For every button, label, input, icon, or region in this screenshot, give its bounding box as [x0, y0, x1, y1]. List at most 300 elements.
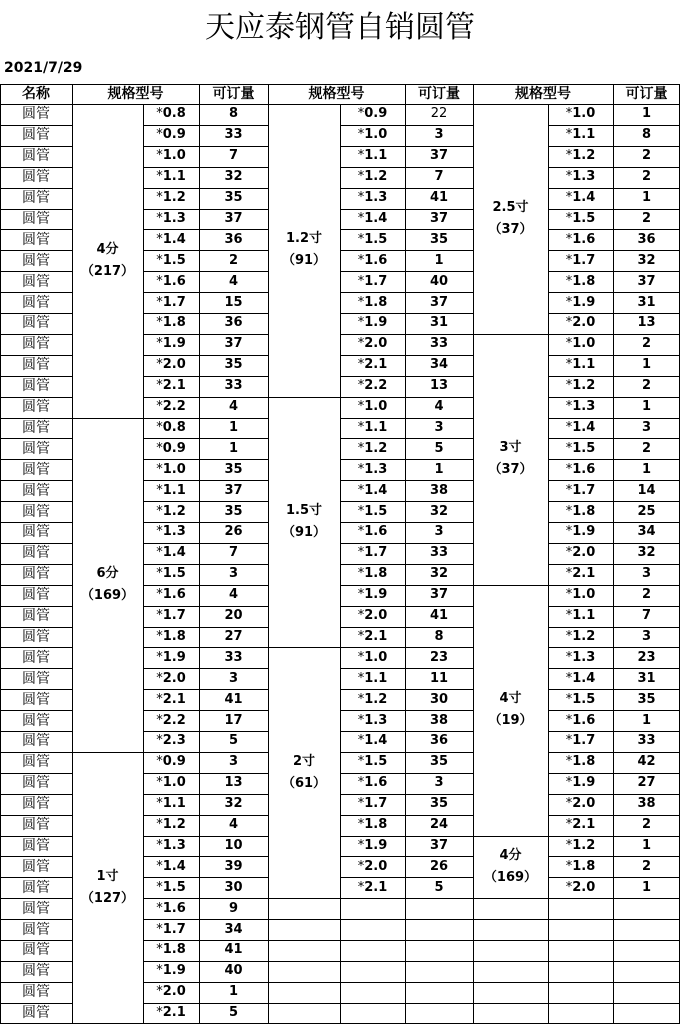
spec-value: * 1.8 [357, 817, 388, 833]
spec-value: * 1.3 [565, 169, 596, 185]
spec-value: * 1.6 [357, 775, 388, 791]
qty-value: 5 [228, 1005, 239, 1021]
qty-value: 1 [641, 190, 652, 206]
spec-value: * 1.4 [357, 482, 388, 498]
spec-value: * 1.8 [565, 858, 596, 874]
spec-value: * 1.6 [565, 231, 596, 247]
group-label [473, 104, 548, 334]
qty-value: 41 [224, 691, 243, 707]
group-total: （61） [281, 775, 327, 791]
spec-value: * 1.0 [156, 148, 186, 164]
spec-value: * 1.1 [357, 670, 388, 686]
spec-value: * 1.3 [565, 399, 596, 415]
spec-value: * 1.9 [156, 336, 186, 352]
row-name: 圆管 [22, 879, 50, 896]
spec-value: * 1.1 [565, 357, 596, 373]
spec-value: * 1.3 [565, 649, 596, 665]
spec-value: * 1.6 [357, 252, 388, 268]
spec-value: * 1.9 [565, 294, 596, 310]
qty-value: 4 [228, 399, 239, 415]
spec-value: * 0.8 [156, 106, 186, 122]
qty-value: 3 [228, 670, 239, 686]
spec-value: * 1.7 [357, 796, 388, 812]
qty-value: 1 [641, 712, 652, 728]
group-size: 4分 [499, 847, 522, 863]
spec-value: * 2.1 [357, 357, 388, 373]
qty-value: 42 [637, 754, 656, 770]
row-name: 圆管 [22, 649, 50, 666]
row-name: 圆管 [22, 357, 50, 374]
spec-value: * 1.4 [357, 733, 388, 749]
qty-value: 38 [429, 482, 449, 498]
spec-value: * 2.3 [156, 733, 186, 749]
spec-value: * 1.1 [357, 148, 388, 164]
spec-value: * 1.8 [357, 294, 388, 310]
row-name: 圆管 [22, 461, 50, 478]
qty-value: 2 [641, 336, 652, 352]
qty-value: 33 [224, 378, 243, 394]
qty-value: 1 [641, 837, 652, 853]
qty-value: 3 [641, 628, 652, 644]
spec-value: * 2.0 [357, 858, 388, 874]
group-total: （217） [80, 263, 135, 279]
qty-value: 10 [224, 837, 243, 853]
spec-value: * 1.7 [565, 252, 596, 268]
header-name: 名称 [22, 86, 50, 102]
group-total: （37） [488, 462, 533, 478]
spec-value: * 1.8 [565, 503, 596, 519]
qty-value: 40 [224, 963, 243, 979]
qty-value: 35 [637, 691, 656, 707]
qty-value: 33 [429, 545, 449, 561]
group-total: （91） [281, 253, 327, 269]
row-name: 圆管 [22, 963, 50, 980]
qty-value: 27 [224, 628, 243, 644]
qty-value: 23 [637, 649, 656, 665]
row-name: 圆管 [22, 419, 50, 436]
header-qty: 可订量 [418, 86, 460, 102]
qty-value: 1 [641, 106, 652, 122]
spec-value: * 1.6 [156, 273, 186, 289]
qty-value: 7 [228, 545, 239, 561]
qty-value: 3 [434, 524, 444, 540]
qty-value: 11 [429, 670, 449, 686]
group-total: （169） [483, 869, 538, 885]
qty-value: 41 [429, 190, 449, 206]
row-name: 圆管 [22, 336, 50, 353]
row-name: 圆管 [22, 273, 50, 290]
qty-value: 24 [429, 817, 449, 833]
spec-value: * 2.1 [565, 566, 596, 582]
spec-value: * 1.9 [357, 315, 388, 331]
row-name: 圆管 [22, 294, 50, 311]
spec-value: * 2.0 [156, 670, 186, 686]
qty-value: 40 [429, 273, 449, 289]
qty-value: 3 [434, 127, 444, 143]
qty-value: 32 [224, 796, 243, 812]
qty-value: 38 [637, 796, 656, 812]
qty-value: 30 [429, 691, 449, 707]
spec-value: * 2.1 [357, 879, 388, 895]
spec-value: * 1.5 [156, 252, 186, 268]
spec-value: * 1.6 [565, 712, 596, 728]
spec-value: * 1.9 [357, 837, 388, 853]
qty-value: 35 [224, 357, 243, 373]
qty-value: 20 [224, 608, 243, 624]
spec-value: * 1.3 [357, 190, 388, 206]
spec-value: * 2.1 [156, 378, 186, 394]
spec-value: * 0.9 [156, 127, 186, 143]
qty-value: 33 [637, 733, 656, 749]
spec-value: * 1.6 [357, 524, 388, 540]
row-name: 圆管 [22, 984, 50, 1001]
row-name: 圆管 [22, 127, 50, 144]
qty-value: 1 [641, 357, 652, 373]
qty-value: 2 [641, 440, 652, 456]
spec-value: * 2.0 [156, 984, 186, 1000]
qty-value: 27 [637, 775, 656, 791]
group-total: （91） [281, 524, 327, 540]
row-name: 圆管 [22, 837, 50, 854]
group-size: 1寸 [96, 868, 119, 884]
page-title: 天应泰钢管自销圆管 [205, 10, 475, 45]
spec-value: * 1.0 [357, 649, 388, 665]
row-name: 圆管 [22, 775, 50, 792]
qty-value: 7 [434, 169, 444, 185]
qty-value: 1 [434, 252, 444, 268]
group-size: 4寸 [499, 691, 522, 707]
row-name: 圆管 [22, 900, 50, 917]
spec-value: * 1.7 [357, 273, 388, 289]
qty-value: 33 [224, 649, 243, 665]
spec-value: * 1.6 [156, 900, 186, 916]
qty-value: 36 [637, 231, 656, 247]
qty-value: 32 [224, 169, 243, 185]
qty-value: 5 [434, 440, 444, 456]
group-label [473, 334, 548, 585]
spec-value: * 1.8 [156, 628, 186, 644]
row-name: 圆管 [22, 545, 50, 562]
row-name: 圆管 [22, 378, 50, 395]
spec-value: * 1.5 [156, 879, 186, 895]
spec-value: * 1.2 [156, 190, 186, 206]
qty-value: 35 [224, 503, 243, 519]
row-name: 圆管 [22, 210, 50, 227]
row-name: 圆管 [22, 921, 50, 938]
row-name: 圆管 [22, 796, 50, 813]
qty-value: 15 [224, 294, 243, 310]
row-name: 圆管 [22, 691, 50, 708]
spec-value: * 1.7 [156, 921, 186, 937]
group-total: （37） [488, 221, 533, 237]
header-qty: 可订量 [212, 86, 255, 102]
header-spec: 规格型号 [107, 86, 164, 102]
spec-value: * 2.0 [357, 608, 388, 624]
qty-value: 1 [641, 461, 652, 477]
qty-value: 37 [637, 273, 656, 289]
qty-value: 5 [434, 879, 444, 895]
qty-value: 35 [224, 461, 243, 477]
spec-value: * 1.5 [357, 754, 388, 770]
spec-value: * 1.4 [357, 210, 388, 226]
spec-value: * 2.0 [565, 315, 596, 331]
spec-value: * 0.9 [156, 754, 186, 770]
qty-value: 17 [224, 712, 243, 728]
group-label [72, 104, 143, 418]
spec-value: * 1.0 [565, 336, 596, 352]
spec-value: * 1.0 [357, 127, 388, 143]
qty-value: 41 [224, 942, 243, 958]
group-label [72, 752, 143, 1024]
spec-value: * 2.0 [565, 879, 596, 895]
spec-value: * 1.2 [357, 440, 388, 456]
row-name: 圆管 [22, 482, 50, 499]
qty-value: 2 [641, 148, 652, 164]
row-name: 圆管 [22, 106, 50, 123]
qty-value: 35 [429, 796, 449, 812]
spec-value: * 1.1 [156, 482, 186, 498]
spec-value: * 1.4 [565, 670, 596, 686]
spec-value: * 1.7 [565, 733, 596, 749]
qty-value: 31 [637, 294, 656, 310]
qty-value: 36 [224, 231, 243, 247]
qty-value: 13 [224, 775, 243, 791]
qty-value: 2 [641, 378, 652, 394]
qty-value: 2 [641, 210, 652, 226]
spec-value: * 1.5 [357, 231, 388, 247]
qty-value: 5 [228, 733, 239, 749]
qty-value: 34 [637, 524, 656, 540]
spec-value: * 1.1 [156, 169, 186, 185]
spec-value: * 1.1 [565, 608, 596, 624]
group-size: 2寸 [292, 753, 316, 769]
qty-value: 36 [224, 315, 243, 331]
group-total: （19） [488, 713, 533, 729]
row-name: 圆管 [22, 817, 50, 834]
spec-value: * 2.1 [156, 1005, 186, 1021]
qty-value: 1 [228, 984, 239, 1000]
row-name: 圆管 [22, 670, 50, 687]
spec-value: * 1.7 [357, 545, 388, 561]
spec-value: * 1.5 [357, 503, 388, 519]
qty-value: 8 [641, 127, 652, 143]
spec-value: * 1.7 [565, 482, 596, 498]
spec-value: * 1.6 [156, 587, 186, 603]
report-date: 2021/7/29 [4, 60, 83, 76]
qty-value: 39 [224, 858, 243, 874]
spec-value: * 1.8 [357, 566, 388, 582]
row-name: 圆管 [22, 190, 50, 207]
qty-value: 3 [434, 419, 444, 435]
spec-value: * 1.4 [565, 190, 596, 206]
group-label [268, 104, 340, 397]
row-name: 圆管 [22, 1005, 50, 1022]
spec-value: * 1.9 [156, 649, 186, 665]
group-size: 1.5寸 [285, 502, 323, 518]
spec-value: * 1.9 [565, 775, 596, 791]
qty-value: 13 [637, 315, 656, 331]
row-name: 圆管 [22, 566, 50, 583]
qty-value: 8 [434, 628, 444, 644]
qty-value: 37 [224, 210, 243, 226]
spec-value: * 1.0 [565, 106, 596, 122]
group-size: 6分 [96, 565, 119, 581]
row-name: 圆管 [22, 231, 50, 248]
spec-value: * 1.3 [156, 524, 186, 540]
qty-value: 1 [641, 399, 652, 415]
qty-value: 7 [641, 608, 652, 624]
spec-value: * 1.0 [357, 399, 388, 415]
spec-value: * 2.2 [156, 712, 186, 728]
group-size: 4分 [96, 241, 119, 257]
row-name: 圆管 [22, 503, 50, 520]
spec-value: * 1.5 [565, 691, 596, 707]
spec-value: * 1.1 [156, 796, 186, 812]
qty-value: 23 [429, 649, 449, 665]
row-name: 圆管 [22, 315, 50, 332]
row-name: 圆管 [22, 399, 50, 416]
row-name: 圆管 [22, 942, 50, 959]
spec-value: * 1.2 [565, 148, 596, 164]
header-spec: 规格型号 [515, 86, 571, 102]
row-name: 圆管 [22, 169, 50, 186]
qty-value: 3 [434, 775, 444, 791]
qty-value: 38 [429, 712, 449, 728]
qty-value: 4 [228, 587, 239, 603]
group-size: 2.5寸 [492, 199, 529, 215]
qty-value: 37 [429, 587, 449, 603]
spec-value: * 1.8 [565, 273, 596, 289]
group-size: 1.2寸 [285, 231, 323, 247]
spec-value: * 1.8 [565, 754, 596, 770]
spec-value: * 1.5 [156, 566, 186, 582]
spec-value: * 1.6 [565, 461, 596, 477]
qty-value: 35 [429, 231, 449, 247]
spec-value: * 1.2 [565, 628, 596, 644]
qty-value: 2 [641, 587, 652, 603]
spec-value: * 1.5 [565, 440, 596, 456]
group-label [72, 418, 143, 752]
qty-value: 8 [228, 106, 239, 122]
spec-value: * 2.0 [156, 357, 186, 373]
qty-value: 32 [429, 503, 449, 519]
spec-value: * 2.1 [156, 691, 186, 707]
spec-value: * 1.8 [156, 942, 186, 958]
spec-value: * 1.4 [156, 858, 186, 874]
row-name: 圆管 [22, 440, 50, 457]
row-name: 圆管 [22, 587, 50, 604]
qty-value: 3 [228, 754, 239, 770]
spec-value: * 1.0 [156, 775, 186, 791]
group-label [473, 585, 548, 836]
row-name: 圆管 [22, 628, 50, 645]
qty-value: 34 [429, 357, 449, 373]
qty-value: 31 [429, 315, 449, 331]
spec-value: * 1.0 [156, 461, 186, 477]
row-name: 圆管 [22, 712, 50, 729]
qty-value: 37 [224, 336, 243, 352]
spec-value: * 1.1 [565, 127, 596, 143]
group-size: 3寸 [499, 440, 522, 456]
qty-value: 14 [637, 482, 656, 498]
qty-value: 37 [224, 482, 243, 498]
qty-value: 1 [434, 461, 444, 477]
spec-value: * 2.0 [565, 545, 596, 561]
qty-value: 33 [429, 336, 449, 352]
spec-value: * 1.3 [357, 712, 388, 728]
qty-value: 32 [429, 566, 449, 582]
spec-value: * 1.1 [357, 419, 388, 435]
qty-value: 26 [429, 858, 449, 874]
row-name: 圆管 [22, 252, 50, 269]
spec-value: * 1.2 [357, 691, 388, 707]
qty-value: 2 [641, 817, 652, 833]
group-total: （169） [80, 587, 135, 603]
qty-value: 25 [637, 503, 656, 519]
qty-value: 31 [637, 670, 656, 686]
row-name: 圆管 [22, 858, 50, 875]
spec-value: * 1.4 [156, 545, 186, 561]
spec-value: * 1.7 [156, 294, 186, 310]
qty-value: 35 [224, 190, 243, 206]
group-total: （127） [80, 890, 135, 906]
qty-value: 30 [224, 879, 243, 895]
qty-value: 1 [228, 419, 239, 435]
spec-value: * 2.1 [357, 628, 388, 644]
header-qty: 可订量 [625, 86, 668, 102]
header-spec: 规格型号 [308, 86, 365, 102]
qty-value: 3 [641, 566, 652, 582]
row-name: 圆管 [22, 608, 50, 625]
qty-value: 9 [228, 900, 239, 916]
qty-value: 2 [228, 252, 239, 268]
row-name: 圆管 [22, 733, 50, 750]
qty-value: 3 [641, 419, 652, 435]
row-name: 圆管 [22, 524, 50, 541]
spec-value: * 2.2 [156, 399, 186, 415]
qty-value: 37 [429, 210, 449, 226]
spec-value: * 1.9 [565, 524, 596, 540]
qty-value: 7 [228, 148, 239, 164]
spec-value: * 1.2 [565, 378, 596, 394]
spec-value: * 1.2 [156, 503, 186, 519]
qty-value: 33 [224, 127, 243, 143]
spec-value: * 1.7 [156, 608, 186, 624]
spec-value: * 2.2 [357, 378, 388, 394]
spec-value: * 1.2 [357, 169, 388, 185]
spec-value: * 1.5 [565, 210, 596, 226]
qty-value: 35 [429, 754, 449, 770]
qty-value: 22 [430, 106, 448, 122]
spec-value: * 1.3 [156, 210, 186, 226]
spec-value: * 1.8 [156, 315, 186, 331]
qty-value: 32 [637, 252, 656, 268]
spec-value: * 2.0 [357, 336, 388, 352]
group-label [268, 397, 340, 648]
spec-value: * 1.9 [357, 587, 388, 603]
qty-value: 1 [228, 440, 239, 456]
spec-value: * 1.0 [565, 587, 596, 603]
qty-value: 37 [429, 294, 449, 310]
qty-value: 13 [429, 378, 449, 394]
qty-value: 4 [228, 817, 239, 833]
group-label [268, 647, 340, 898]
qty-value: 4 [434, 399, 444, 415]
qty-value: 36 [429, 733, 449, 749]
qty-value: 34 [224, 921, 243, 937]
spec-value: * 0.9 [357, 106, 388, 122]
row-name: 圆管 [22, 754, 50, 771]
